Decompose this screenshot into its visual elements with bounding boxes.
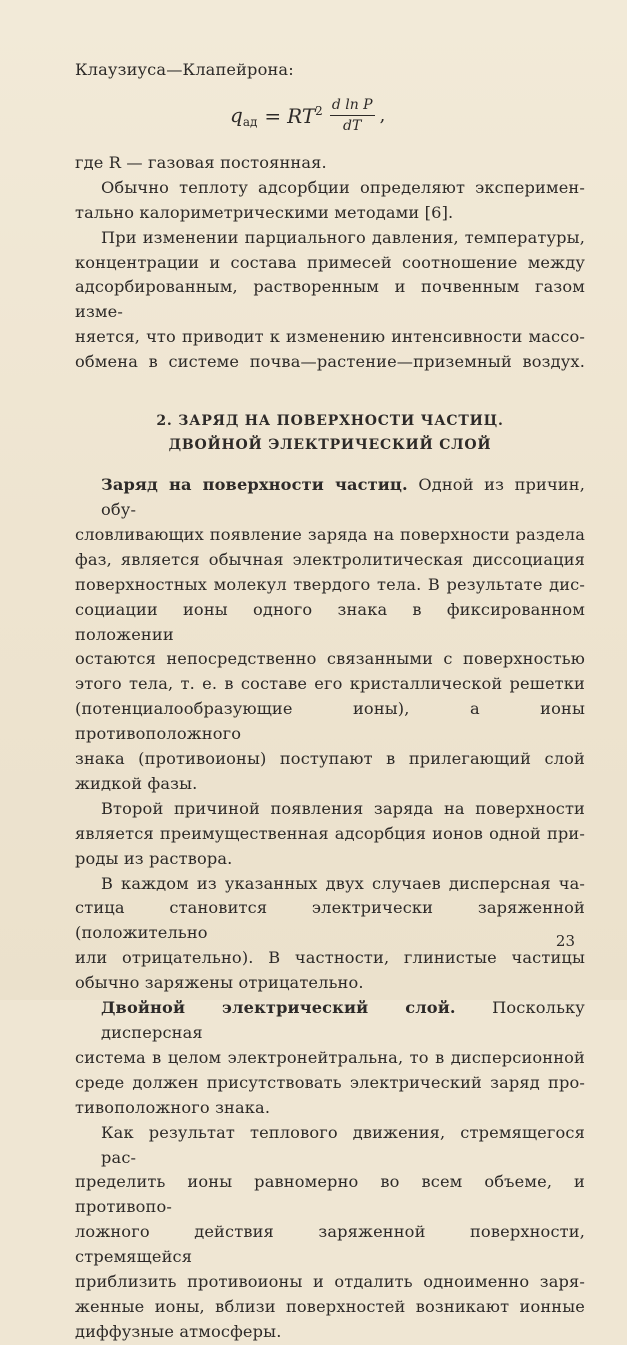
text-line: пределить ионы равномерно во всем объеме, и противопо-: [75, 1172, 585, 1217]
intro-line: Клаузиуса—Клапейрона:: [75, 60, 294, 79]
text-line: обычно заряжены отрицательно.: [75, 973, 364, 993]
text-line: женные ионы, вблизи поверхностей возникают ионные: [75, 1296, 585, 1316]
text-line: тально калориметрическими методами [6].: [75, 202, 454, 222]
text-line: адсорбированным, растворенным и почвенным газом изме-: [75, 277, 585, 322]
formula-rhs-superscript: 2: [315, 103, 323, 118]
text-line: При изменении парциального давления, температуры,: [101, 227, 585, 247]
formula-fraction: [330, 97, 375, 134]
text-line: где R — газовая постоянная.: [75, 152, 327, 172]
formula-lhs-subscript: ад: [242, 114, 258, 129]
text-line: обмена в системе почва—растение—приземный воздух.: [75, 352, 585, 372]
section-heading: [75, 409, 585, 457]
text-line: или отрицательно). В частности, глинистые частицы: [75, 948, 585, 968]
text-line: В каждом из указанных двух случаев дисперсная ча-: [101, 873, 585, 893]
text-line: жидкой фазы.: [75, 773, 198, 793]
formula-numerator: d ln P: [330, 97, 375, 116]
formula-rhs-main: $RT^2$: [287, 103, 323, 128]
section-heading-line-1: 2. ЗАРЯД НА ПОВЕРХНОСТИ ЧАСТИЦ.: [156, 413, 504, 430]
section-1-first-line: [75, 473, 585, 523]
text-line: (потенциалообразующие ионы), а ионы противоположного: [75, 699, 585, 744]
section-2-title: Двойной электрический слой.: [101, 998, 456, 1018]
formula-lhs: $q_{ад}$: [230, 102, 258, 129]
text-line: поверхностных молекул твердого тела. В результате дис-: [75, 574, 585, 594]
formula-denominator: dT: [343, 118, 362, 135]
formula-equals: =: [264, 103, 282, 128]
text-line: диффузные атмосферы.: [75, 1321, 282, 1341]
clausius-clapeyron-formula: [230, 95, 585, 137]
section-heading-line-2: ДВОЙНОЙ ЭЛЕКТРИЧЕСКИЙ СЛОЙ: [168, 437, 492, 454]
text-line: этого тела, т. е. в составе его кристаллической решетки: [75, 674, 585, 694]
text-line: знака (противоионы) поступают в прилегающий слой: [75, 749, 585, 769]
section-2-first-line: [75, 996, 585, 1046]
text-line: социации ионы одного знака в фиксированном положении: [75, 599, 585, 644]
text-line: словливающих появление заряда на поверхности раздела: [75, 524, 585, 544]
section-1-title: Заряд на поверхности частиц.: [101, 475, 408, 495]
text-line: среде должен присутствовать электрический заряд про-: [75, 1072, 585, 1092]
text-line: роды из раствора.: [75, 848, 233, 868]
text-line: ложного действия заряженной поверхности, стремящейся: [75, 1222, 585, 1267]
text-line: остаются непосредственно связанными с поверхностью: [75, 649, 585, 669]
text-line: система в целом электронейтральна, то в дисперсионной: [75, 1047, 585, 1067]
section-1-first-line-rest: Одной из причин, обу-: [101, 475, 585, 519]
text-line: тивоположного знака.: [75, 1097, 271, 1117]
text-line: является преимущественная адсорбция ионов одной при-: [75, 823, 585, 843]
heading-spacer: [75, 457, 585, 473]
text-line: фаз, является обычная электролитическая диссоциация: [75, 549, 585, 569]
text-line: Второй причиной появления заряда на поверхности: [101, 798, 585, 818]
text-line: стица становится электрически заряженной (положительно: [75, 898, 585, 943]
formula-punctuation: ,: [379, 105, 386, 127]
text-line: Обычно теплоту адсорбции определяют эксперимен-: [101, 177, 585, 197]
page-number: 23: [555, 932, 575, 950]
text-line: концентрации и состава примесей соотношение между: [75, 252, 585, 272]
section-2-first-line-rest: Поскольку дисперсная: [101, 998, 585, 1042]
text-line: приблизить противоионы и отдалить одноименно заря-: [75, 1272, 585, 1292]
text-line: няется, что приводит к изменению интенсивности массо-: [75, 327, 585, 347]
text-line: Как результат теплового движения, стремящегося рас-: [101, 1122, 585, 1167]
